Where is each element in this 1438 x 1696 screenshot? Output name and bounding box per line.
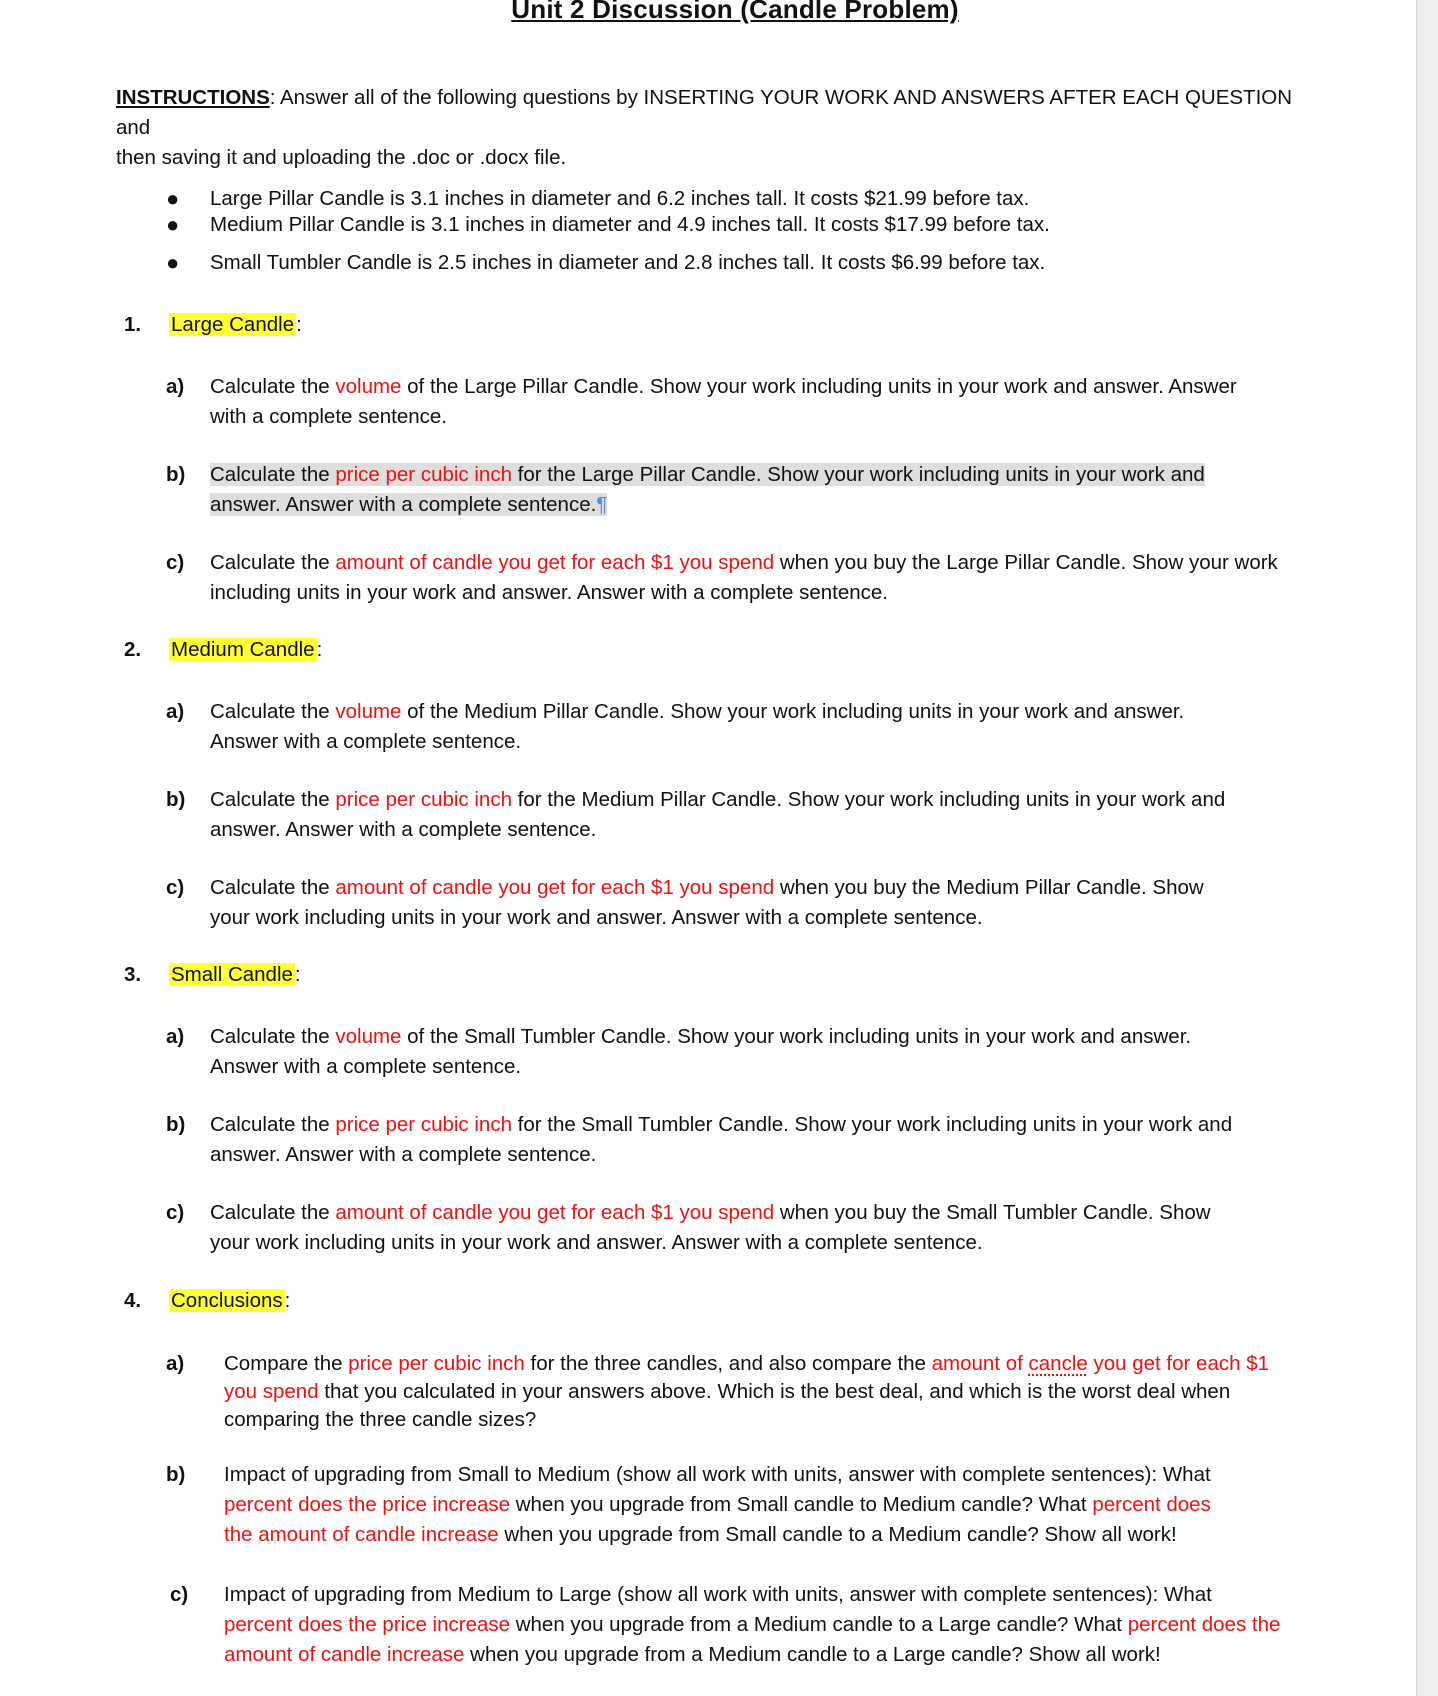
highlighted-label: Large Candle: [171, 313, 295, 336]
section-heading-conclusions: 4. Conclusions:: [124, 1289, 291, 1312]
bullet-icon: ●: [166, 212, 180, 237]
bullet-icon: ●: [166, 250, 180, 275]
instructions-line-1: : Answer all of the following questions by INSERTING YOUR WORK AND ANSWERS AFTER EACH QUESTION and: [116, 86, 1293, 139]
list-item: ● Medium Pillar Candle is 3.1 inches in diameter and 4.9 inches tall. It costs $17.99 before tax.: [166, 212, 1050, 237]
section-heading-small: 3. Small Candle:: [124, 963, 301, 986]
highlighted-label: Small Candle: [171, 963, 293, 986]
selected-text: answer. Answer with a complete sentence.¶: [210, 493, 608, 516]
bullet-icon: ●: [166, 186, 180, 211]
list-item: ● Large Pillar Candle is 3.1 inches in diameter and 6.2 inches tall. It costs $21.99 before tax.: [166, 186, 1030, 211]
section-heading-large: 1. Large Candle:: [124, 313, 302, 336]
section-heading-medium: 2. Medium Candle:: [124, 638, 323, 661]
document-page[interactable]: Unit 2 Discussion (Candle Problem) INSTRUCTIONS: Answer all of the following questions by INSERTING YOUR WORK AND ANSWERS AFTER EACH QUESTION and then saving it and uploading the .doc or .docx file. ● Large Pillar Candle is 3.1 inches in diameter and 6.2 inches tall. It costs $21.99 before tax. ● Medium Pillar Candle is 3.1 inches in diameter and 4.9 inches tall. It costs $17.99 before tax. ● Small Tumbler Candle is 2.5 inches in diameter and 2.8 inches tall. It costs $6.99 before tax. 1. Large Candle: a) Calculate the volume of the Large Pillar Candle. Show your work including units in your work and answer. Answer with a complete sentence. b) Calculate the price per cubic inch for the Large Pillar Candle. Show your work including units in your work and answer. Answer with a complete sentence.¶ c) Calculate the amount of candle you get for each $1 you spend when you buy the Large Pillar Candle. Show your work including units in your work and answer. Answer with a complete sentence. 2. Medium Candle: a) Calculate the volume of the Medium Pillar Candle. Show your work including units in your work and answer. Answer with a complete sentence. b) Calculate the price per cubic inch for the Medium Pillar Candle. Show your work including units in your work and answer. Answer with a complete sentence. c) Calculate the amount of candle you get for each $1 you spend when you buy the Medium Pillar Candle. Show your work including units in your work and answer. Answer with a complete sentence. 3. Small Candle: a) Calculate the volume of the Small Tumbler Candle. Show your work including units in your work and answer. Answer with a complete sentence. b) Calculate the price per cubic inch for the Small Tumbler Candle. Show your work including units in your work and answer. Answer with a complete sentence. c) Calculate the amount of candle you get for each $1 you spend when you buy the Small Tumbler Candle. Show your work including units in your work and answer. Answer with a complete sentence. 4. Conclusions: a) Compare the price per cubic inch for the three candles, and also compare the amount of cancle you get for each $1 you spend that you calculated in your answers above. Which is the best deal, and which is the worst deal when comparing the three candle sizes? b) Impact of upgrading from Small to Medium (show all work with units, answer with complete sentences): What percent does the price increase when you upgrade from Small candle to Medium candle? What percent does the amount of candle increase when you upgrade from Small candle to a Medium candle? Show all work! c) Impact of upgrading from Medium to Large (show all work with units, answer with complete sentences): What percent does the price increase when you upgrade from a Medium candle to a Large candle? What percent does the amount of candle increase when you upgrade from a Medium candle to a Large candle? Show all work!: [0, 0, 1417, 1696]
spelling-error[interactable]: cancle: [1028, 1352, 1088, 1375]
instructions-label: INSTRUCTIONS: [116, 86, 270, 109]
instructions: [116, 83, 1316, 173]
window-edge: [1417, 0, 1438, 1696]
candle-specs-list: [160, 186, 1300, 276]
document-title: Unit 2 Discussion (Candle Problem): [511, 0, 959, 24]
highlighted-label: Medium Candle: [171, 638, 315, 661]
list-item: ● Small Tumbler Candle is 2.5 inches in diameter and 2.8 inches tall. It costs $6.99 before tax.: [166, 250, 1046, 275]
instructions-line-2: then saving it and uploading the .doc or .docx file.: [116, 146, 567, 169]
selected-text: Calculate the price per cubic inch for the Large Pillar Candle. Show your work including units in your work and: [210, 463, 1205, 486]
highlighted-label: Conclusions: [171, 1289, 283, 1312]
paragraph-mark-icon: ¶: [596, 493, 608, 516]
